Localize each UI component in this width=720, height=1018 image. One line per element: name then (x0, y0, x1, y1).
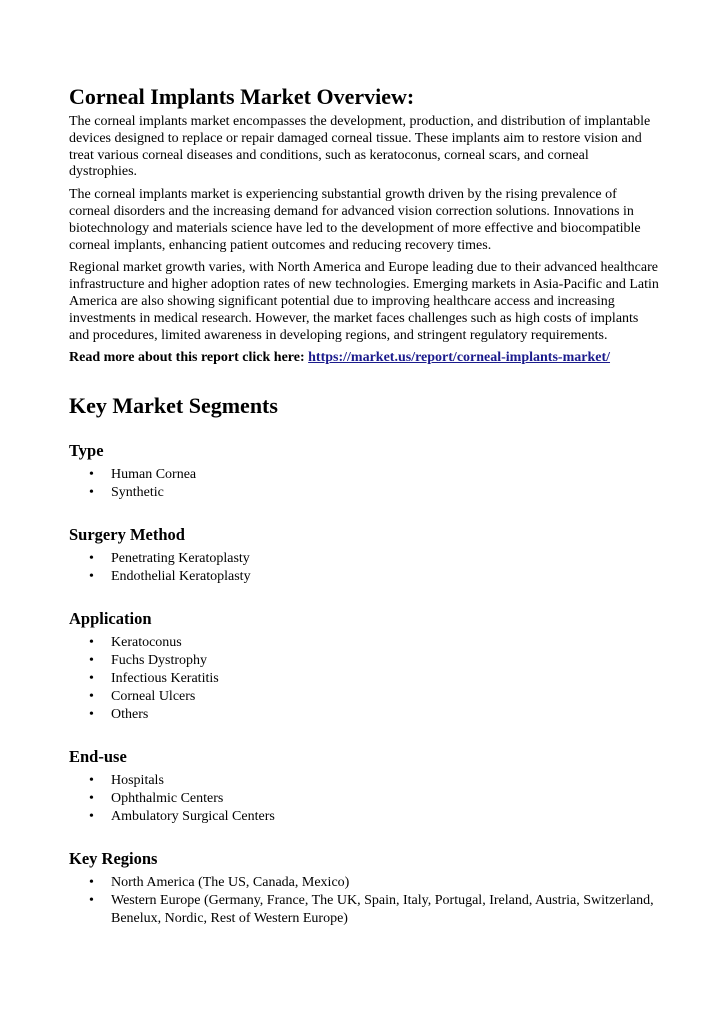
list-item: • Hospitals (89, 773, 164, 789)
surgery-method-heading: Surgery Method (69, 525, 185, 545)
list-item: • Penetrating Keratoplasty (89, 551, 250, 567)
list-item: • Western Europe (Germany, France, The UK, Spain, Italy, Portugal, Ireland, Austria, Switzerland, Benelux, Nordic, Rest of Western Europe) (89, 893, 654, 927)
bullet-icon: • (89, 551, 94, 567)
bullet-icon: • (89, 773, 94, 789)
bullet-icon: • (89, 485, 94, 501)
list-item: • Fuchs Dystrophy (89, 653, 208, 669)
list-item: • Endothelial Keratoplasty (89, 569, 251, 585)
bullet-icon: • (89, 635, 94, 651)
list-item: • Human Cornea (89, 467, 197, 483)
bullet-icon: • (89, 791, 94, 807)
list-item: • Infectious Keratitis (89, 671, 219, 687)
key-regions-list (69, 874, 660, 928)
list-item: • Ambulatory Surgical Centers (89, 809, 275, 825)
overview-paragraph-1: The corneal implants market encompasses the development, production, and distribution of implantable devices designed to replace or repair damaged corneal tissue. These implants aim to restore vision and treat various corneal diseases and conditions, such as keratoconus, corneal scars, and corneal dystrophies. (69, 114, 651, 180)
overview-title: Corneal Implants Market Overview: (69, 84, 415, 109)
surgery-method-list (69, 550, 660, 586)
end-use-heading: End-use (69, 747, 127, 767)
application-list (69, 634, 660, 724)
type-list (69, 466, 660, 502)
key-market-segments-title: Key Market Segments (69, 393, 278, 419)
bullet-icon: • (89, 893, 94, 909)
bullet-icon: • (89, 875, 94, 891)
bullet-icon: • (89, 671, 94, 687)
application-heading: Application (69, 609, 152, 629)
bullet-icon: • (89, 569, 94, 585)
list-item: • Keratoconus (89, 635, 182, 651)
report-link[interactable]: https://market.us/report/corneal-implants-market/ (308, 350, 611, 366)
read-more-label: Read more about this report click here: (69, 350, 309, 366)
list-item: • Synthetic (89, 485, 164, 501)
bullet-icon: • (89, 809, 94, 825)
end-use-list (69, 772, 660, 826)
list-item: • Others (89, 707, 149, 723)
list-item: • North America (The US, Canada, Mexico) (89, 875, 350, 891)
overview-paragraph-3: Regional market growth varies, with North America and Europe leading due to their advanced healthcare infrastructure and higher adoption rates of new technologies. Emerging markets in Asia-Pacific and Latin America are also showing significant potential due to improving healthcare access and increasing investments in medical research. However, the market faces challenges such as high costs of implants and procedures, limited awareness in developing regions, and stringent regulatory requirements. (69, 260, 659, 343)
bullet-icon: • (89, 707, 94, 723)
list-item: • Corneal Ulcers (89, 689, 196, 705)
overview-paragraph-2: The corneal implants market is experiencing substantial growth driven by the rising prevalence of corneal disorders and the increasing demand for advanced vision correction solutions. Innovations in biotechnology and materials science have led to the development of more effective and biocompatible corneal implants, enhancing patient outcomes and reducing recovery times. (69, 187, 641, 253)
bullet-icon: • (89, 467, 94, 483)
type-heading: Type (69, 441, 104, 461)
key-regions-heading: Key Regions (69, 849, 158, 869)
bullet-icon: • (89, 689, 94, 705)
read-more-line (69, 350, 660, 367)
list-item: • Ophthalmic Centers (89, 791, 224, 807)
bullet-icon: • (89, 653, 94, 669)
